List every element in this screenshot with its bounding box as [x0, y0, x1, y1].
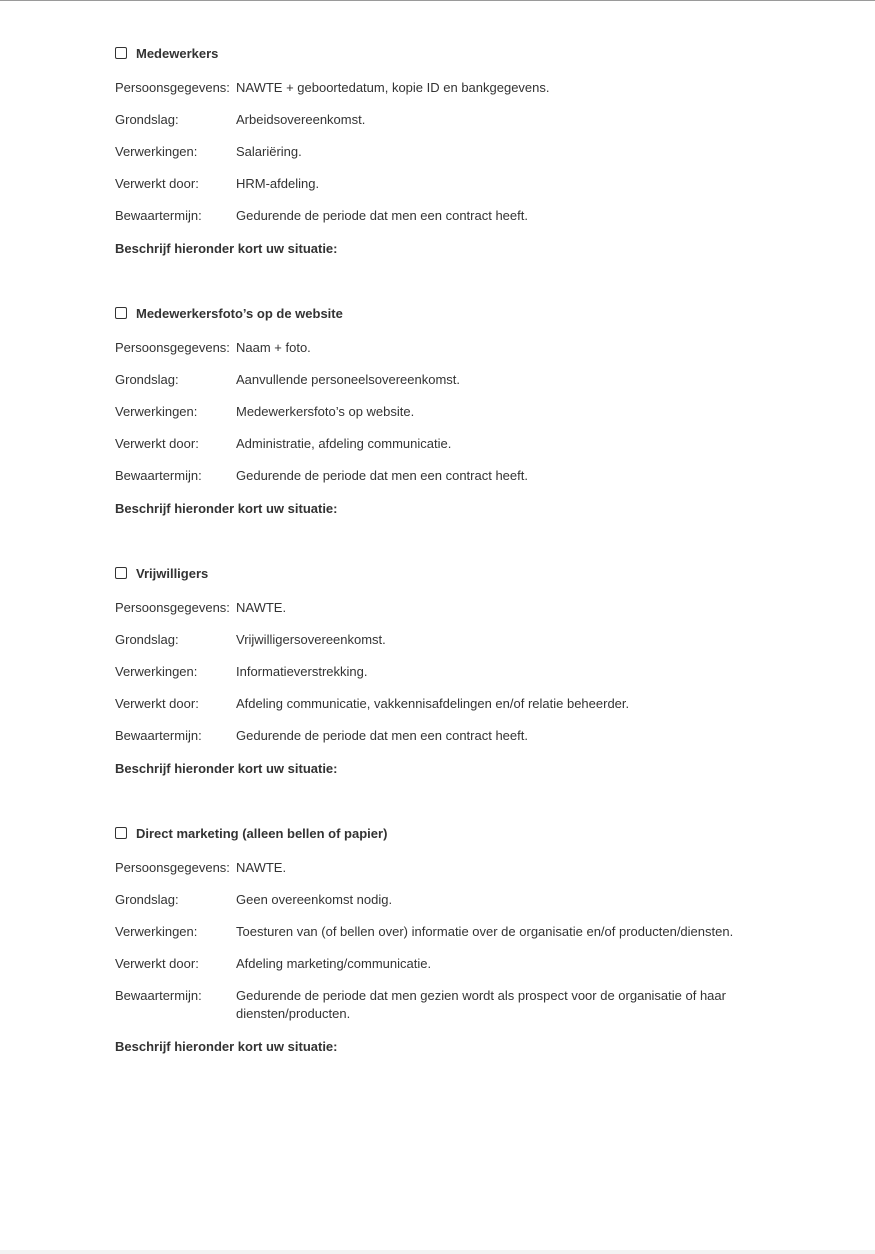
section-heading — [115, 44, 755, 62]
field-label: Verwerkingen: — [115, 404, 198, 419]
page-bottom-band — [0, 1250, 875, 1254]
field-label: Grondslag: — [115, 372, 179, 387]
field-value: HRM-afdeling. — [236, 176, 320, 191]
situation-prompt: Beschrijf hieronder kort uw situatie: — [115, 761, 338, 776]
field-row — [115, 143, 755, 161]
section-heading — [115, 304, 755, 322]
field-label: Bewaartermijn: — [115, 468, 202, 483]
field-row — [115, 435, 755, 453]
field-label: Grondslag: — [115, 632, 179, 647]
field-row — [115, 727, 755, 745]
field-value: NAWTE. — [236, 860, 287, 875]
field-list — [115, 599, 755, 745]
field-label: Verwerkt door: — [115, 696, 199, 711]
field-row — [115, 467, 755, 485]
field-row — [115, 371, 755, 389]
field-row — [115, 599, 755, 617]
field-value: Geen overeenkomst nodig. — [236, 892, 393, 907]
field-row — [115, 955, 755, 973]
section-heading — [115, 824, 755, 842]
field-label: Persoonsgegevens: — [115, 600, 230, 615]
field-label: Persoonsgegevens: — [115, 80, 230, 95]
section-title: Vrijwilligers — [136, 565, 209, 581]
field-row — [115, 339, 755, 357]
field-row — [115, 631, 755, 649]
section-heading — [115, 564, 755, 582]
checkbox-icon[interactable] — [115, 307, 127, 319]
field-row — [115, 207, 755, 225]
field-row — [115, 111, 755, 129]
field-value: Arbeidsovereenkomst. — [236, 112, 366, 127]
field-label: Grondslag: — [115, 112, 179, 127]
situation-prompt: Beschrijf hieronder kort uw situatie: — [115, 241, 338, 256]
field-list — [115, 859, 755, 1023]
field-value: Salariëring. — [236, 144, 302, 159]
field-row — [115, 987, 755, 1023]
field-label: Verwerkt door: — [115, 176, 199, 191]
field-value: Gedurende de periode dat men een contract heeft. — [236, 468, 528, 483]
field-value: Gedurende de periode dat men een contract heeft. — [236, 728, 528, 743]
field-list — [115, 79, 755, 225]
field-value: Gedurende de periode dat men een contract heeft. — [236, 208, 528, 223]
field-row — [115, 663, 755, 681]
section-vrijwilligers — [115, 564, 755, 824]
field-value: NAWTE + geboortedatum, kopie ID en bankgegevens. — [236, 80, 550, 95]
checkbox-icon[interactable] — [115, 47, 127, 59]
field-label: Persoonsgegevens: — [115, 340, 230, 355]
field-row — [115, 695, 755, 713]
field-label: Verwerkingen: — [115, 924, 198, 939]
field-label: Persoonsgegevens: — [115, 860, 230, 875]
field-value: Gedurende de periode dat men gezien wordt als prospect voor de organisatie of haar diensten/producten. — [236, 988, 726, 1021]
field-value: Afdeling communicatie, vakkennisafdelingen en/of relatie beheerder. — [236, 696, 630, 711]
page-top-rule — [0, 0, 875, 1]
field-label: Grondslag: — [115, 892, 179, 907]
field-value: Aanvullende personeelsovereenkomst. — [236, 372, 461, 387]
field-label: Verwerkingen: — [115, 664, 198, 679]
field-value: Administratie, afdeling communicatie. — [236, 436, 452, 451]
situation-prompt: Beschrijf hieronder kort uw situatie: — [115, 1039, 338, 1054]
section-title: Medewerkersfoto’s op de website — [136, 305, 343, 321]
field-label: Bewaartermijn: — [115, 728, 202, 743]
field-list — [115, 339, 755, 485]
field-row — [115, 175, 755, 193]
section-title: Medewerkers — [136, 45, 219, 61]
checkbox-icon[interactable] — [115, 827, 127, 839]
field-row — [115, 891, 755, 909]
document-page — [115, 44, 755, 1084]
field-value: Afdeling marketing/communicatie. — [236, 956, 432, 971]
situation-prompt: Beschrijf hieronder kort uw situatie: — [115, 501, 338, 516]
field-value: NAWTE. — [236, 600, 287, 615]
field-label: Bewaartermijn: — [115, 988, 202, 1003]
field-value: Informatieverstrekking. — [236, 664, 368, 679]
section-direct-marketing — [115, 824, 755, 1084]
field-label: Verwerkt door: — [115, 436, 199, 451]
field-row — [115, 923, 755, 941]
field-row — [115, 859, 755, 877]
field-label: Bewaartermijn: — [115, 208, 202, 223]
field-value: Toesturen van (of bellen over) informatie over de organisatie en/of producten/diensten. — [236, 924, 734, 939]
section-medewerkers — [115, 44, 755, 304]
field-label: Verwerkt door: — [115, 956, 199, 971]
field-label: Verwerkingen: — [115, 144, 198, 159]
checkbox-icon[interactable] — [115, 567, 127, 579]
field-row — [115, 79, 755, 97]
field-value: Medewerkersfoto’s op website. — [236, 404, 415, 419]
field-row — [115, 403, 755, 421]
field-value: Vrijwilligersovereenkomst. — [236, 632, 386, 647]
section-medewerkersfotos — [115, 304, 755, 564]
section-title: Direct marketing (alleen bellen of papier) — [136, 825, 388, 841]
field-value: Naam + foto. — [236, 340, 311, 355]
